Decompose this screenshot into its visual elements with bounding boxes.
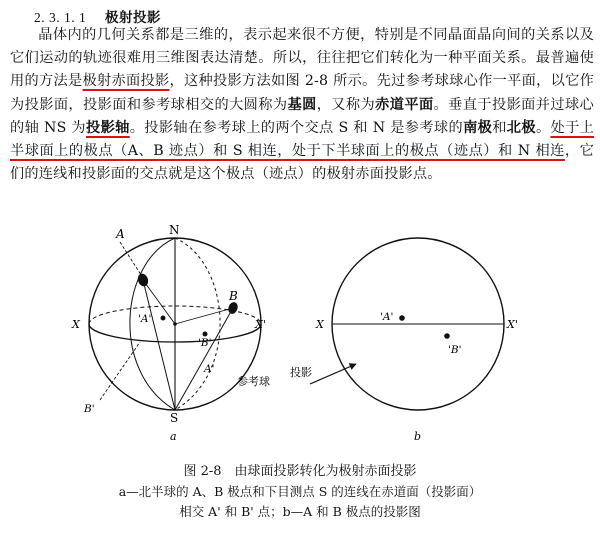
figure-caption-line1: a—北半球的 A、B 极点和下目测点 S 的连线在赤道面（投影面） <box>118 484 482 499</box>
pointer-a <box>120 242 143 278</box>
meridian-b <box>175 238 220 410</box>
text-s1: 晶体内的几何关系都是三维的，表示起来很不方便，特别是不同晶面晶向间的关系以及它们运动的轨迹很难用三维图表达清楚。所以，往往把它们转化为一种平面关系。最普遍使用的方法是 <box>10 27 594 90</box>
figure-caption-line2: 相交 A' 和 B' 点；b—A 和 B 极点的投影图 <box>179 504 421 519</box>
sphere-diagram <box>71 223 270 443</box>
label-X: X <box>72 318 80 331</box>
label-B-proj-b: 'B' <box>448 344 462 356</box>
ray-a-to-s <box>143 280 175 410</box>
label-S: S <box>170 411 179 425</box>
label-A-prime: A' <box>204 363 215 375</box>
figure-svg <box>0 222 600 462</box>
pointer-b-prime <box>100 342 140 400</box>
text-s7: 。垂直于投影面并过球心的轴 NS 为 <box>10 96 594 136</box>
label-projection: 投影 <box>290 366 312 379</box>
label-X-prime-b: X' <box>507 318 518 331</box>
proj-point-b <box>203 332 208 337</box>
proj-point-a <box>161 316 166 321</box>
projection-diagram <box>315 238 518 443</box>
label-reference-sphere: 参考球 <box>237 375 270 388</box>
proj-point-a-b <box>399 315 405 321</box>
sublabel-a: a <box>170 430 177 443</box>
projection-arrow <box>290 364 356 384</box>
text-s5: ，又称为 <box>316 96 376 113</box>
text-s11: 和 <box>492 119 507 136</box>
label-N: N <box>169 223 180 237</box>
term-equatorial-plane: 赤道平面 <box>375 96 434 113</box>
radius-b <box>175 308 233 324</box>
label-B-proj: 'B' <box>198 337 212 349</box>
pole-a <box>136 272 150 288</box>
label-B: B <box>229 289 238 303</box>
text-s13: 。 <box>535 119 551 136</box>
text-s3: ，这种投影方法如图 2-8 所示。先过参考球球心作一平面，以它作为投影面，投影面和参考球相交的大圆称为 <box>10 73 594 113</box>
proj-point-b-b <box>444 333 450 339</box>
label-A-proj-b: 'A' <box>380 311 394 323</box>
highlight-projection-rule: 处于上半球面上的极点（A、B 迹点）和 S 相连，处于下半球面上的极点（迹点）和 N 相连 <box>10 119 595 160</box>
label-X-prime: X' <box>255 318 266 331</box>
text-s9: 。投影轴在参考球上的两个交点 S 和 N 是参考球的 <box>129 119 464 136</box>
term-projection-axis: 投影轴 <box>86 119 130 136</box>
term-north-pole: 北极 <box>506 119 536 136</box>
term-stereographic-projection: 极射赤面投影 <box>82 73 170 90</box>
section-title: 极射投影 <box>105 10 162 26</box>
term-base-circle: 基圆 <box>287 96 317 113</box>
label-X-b: X <box>316 318 324 331</box>
label-A-proj: 'A' <box>138 313 152 325</box>
figure-caption-title: 图 2-8 由球面投影转化为极射赤面投影 <box>183 464 417 479</box>
term-south-pole: 南极 <box>463 119 493 136</box>
label-B-prime: B' <box>84 403 95 415</box>
text-s15: ，它们的连线和投影面的交点就是这个极点（迹点）的极射赤面投影点。 <box>10 143 594 183</box>
label-A: A <box>116 227 125 241</box>
arrow-line <box>310 364 356 384</box>
body-paragraph <box>10 24 594 186</box>
section-number: 2. 3. 1. 1 <box>34 10 87 25</box>
section-heading <box>34 6 161 26</box>
sublabel-b: b <box>414 430 422 443</box>
figure-2-8 <box>0 222 600 462</box>
